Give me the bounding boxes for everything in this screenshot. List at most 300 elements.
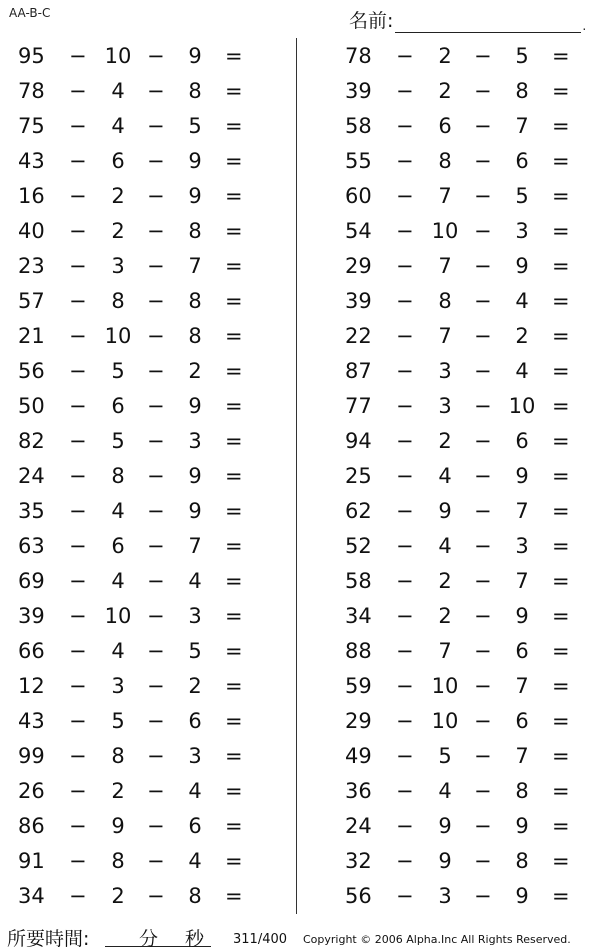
minus-sign: −	[474, 464, 492, 488]
equals-sign: =	[552, 44, 570, 68]
equals-sign: =	[552, 884, 570, 908]
problem-row	[0, 389, 270, 424]
subtrahend-1: 7	[438, 254, 452, 278]
problem-row	[327, 599, 597, 634]
minus-sign: −	[474, 44, 492, 68]
subtrahend-1: 4	[111, 639, 125, 663]
subtrahend-2: 5	[188, 639, 202, 663]
minuend: 23	[18, 254, 45, 278]
minus-sign: −	[474, 674, 492, 698]
problem-row	[0, 669, 270, 704]
minuend: 77	[345, 394, 372, 418]
equals-sign: =	[552, 324, 570, 348]
subtrahend-1: 4	[438, 534, 452, 558]
worksheet-code: AA-B-C	[9, 6, 51, 20]
equals-sign: =	[225, 464, 243, 488]
minus-sign: −	[69, 884, 87, 908]
subtrahend-2: 7	[515, 744, 529, 768]
equals-sign: =	[225, 884, 243, 908]
equals-sign: =	[552, 569, 570, 593]
minuend: 86	[18, 814, 45, 838]
minus-sign: −	[396, 219, 414, 243]
subtrahend-2: 9	[515, 814, 529, 838]
minus-sign: −	[396, 149, 414, 173]
minuend: 82	[18, 429, 45, 453]
minus-sign: −	[69, 534, 87, 558]
subtrahend-1: 3	[438, 359, 452, 383]
minus-sign: −	[147, 464, 165, 488]
minus-sign: −	[147, 569, 165, 593]
minus-sign: −	[147, 429, 165, 453]
subtrahend-2: 7	[515, 114, 529, 138]
subtrahend-1: 6	[111, 534, 125, 558]
minus-sign: −	[474, 394, 492, 418]
minus-sign: −	[474, 709, 492, 733]
minus-sign: −	[147, 639, 165, 663]
minus-sign: −	[147, 219, 165, 243]
minus-sign: −	[474, 429, 492, 453]
equals-sign: =	[552, 464, 570, 488]
name-label: 名前:	[349, 10, 394, 32]
subtrahend-2: 9	[188, 464, 202, 488]
minus-sign: −	[69, 569, 87, 593]
equals-sign: =	[552, 429, 570, 453]
equals-sign: =	[225, 114, 243, 138]
minus-sign: −	[474, 289, 492, 313]
equals-sign: =	[552, 114, 570, 138]
minus-sign: −	[69, 814, 87, 838]
equals-sign: =	[552, 499, 570, 523]
minus-sign: −	[147, 849, 165, 873]
minuend: 34	[18, 884, 45, 908]
minus-sign: −	[396, 464, 414, 488]
subtrahend-1: 9	[111, 814, 125, 838]
minuend: 88	[345, 639, 372, 663]
minus-sign: −	[474, 569, 492, 593]
minus-sign: −	[147, 884, 165, 908]
minus-sign: −	[396, 569, 414, 593]
minuend: 58	[345, 114, 372, 138]
equals-sign: =	[552, 674, 570, 698]
equals-sign: =	[225, 499, 243, 523]
problem-row	[0, 214, 270, 249]
minus-sign: −	[69, 79, 87, 103]
minus-sign: −	[474, 884, 492, 908]
problem-row	[327, 634, 597, 669]
problem-row	[327, 74, 597, 109]
problem-row	[327, 739, 597, 774]
subtrahend-1: 8	[111, 744, 125, 768]
name-blank[interactable]	[395, 12, 581, 33]
minuend: 43	[18, 149, 45, 173]
problem-row	[0, 39, 270, 74]
minuend: 50	[18, 394, 45, 418]
minus-sign: −	[69, 499, 87, 523]
subtrahend-2: 6	[515, 639, 529, 663]
subtrahend-1: 2	[111, 779, 125, 803]
subtrahend-1: 3	[111, 254, 125, 278]
minuend: 56	[345, 884, 372, 908]
subtrahend-2: 8	[515, 79, 529, 103]
minuend: 58	[345, 569, 372, 593]
equals-sign: =	[552, 709, 570, 733]
minuend: 99	[18, 744, 45, 768]
minuend: 25	[345, 464, 372, 488]
minus-sign: −	[147, 79, 165, 103]
equals-sign: =	[225, 814, 243, 838]
subtrahend-2: 8	[188, 79, 202, 103]
minus-sign: −	[147, 534, 165, 558]
subtrahend-1: 10	[431, 219, 459, 243]
subtrahend-2: 4	[188, 779, 202, 803]
equals-sign: =	[225, 744, 243, 768]
problem-row	[327, 319, 597, 354]
subtrahend-2: 8	[188, 324, 202, 348]
minuend: 35	[18, 499, 45, 523]
subtrahend-1: 2	[111, 184, 125, 208]
equals-sign: =	[225, 184, 243, 208]
subtrahend-1: 2	[438, 44, 452, 68]
subtrahend-2: 3	[188, 429, 202, 453]
equals-sign: =	[552, 604, 570, 628]
equals-sign: =	[225, 44, 243, 68]
problem-row	[327, 389, 597, 424]
subtrahend-2: 7	[515, 674, 529, 698]
subtrahend-2: 9	[515, 884, 529, 908]
problem-row	[0, 529, 270, 564]
subtrahend-1: 10	[431, 674, 459, 698]
minus-sign: −	[474, 359, 492, 383]
subtrahend-1: 5	[438, 744, 452, 768]
minus-sign: −	[474, 499, 492, 523]
subtrahend-2: 8	[188, 289, 202, 313]
subtrahend-1: 10	[104, 44, 132, 68]
problem-row	[327, 249, 597, 284]
problem-row	[327, 529, 597, 564]
minuend: 57	[18, 289, 45, 313]
minus-sign: −	[69, 674, 87, 698]
minus-sign: −	[396, 114, 414, 138]
minus-sign: −	[69, 359, 87, 383]
minus-sign: −	[396, 499, 414, 523]
equals-sign: =	[552, 814, 570, 838]
subtrahend-2: 4	[515, 359, 529, 383]
minus-sign: −	[474, 814, 492, 838]
equals-sign: =	[225, 534, 243, 558]
problem-row	[0, 809, 270, 844]
subtrahend-2: 9	[188, 149, 202, 173]
equals-sign: =	[225, 79, 243, 103]
minus-sign: −	[474, 324, 492, 348]
equals-sign: =	[552, 534, 570, 558]
problem-row	[327, 144, 597, 179]
equals-sign: =	[552, 359, 570, 383]
equals-sign: =	[552, 254, 570, 278]
subtrahend-1: 10	[431, 709, 459, 733]
minus-sign: −	[396, 184, 414, 208]
minus-sign: −	[396, 674, 414, 698]
problem-row	[0, 564, 270, 599]
name-field	[349, 6, 586, 33]
problem-row	[327, 109, 597, 144]
minuend: 94	[345, 429, 372, 453]
minus-sign: −	[396, 849, 414, 873]
minuend: 39	[18, 604, 45, 628]
problem-row	[0, 704, 270, 739]
subtrahend-1: 10	[104, 604, 132, 628]
minus-sign: −	[69, 429, 87, 453]
minus-sign: −	[396, 884, 414, 908]
subtrahend-2: 2	[188, 674, 202, 698]
equals-sign: =	[225, 779, 243, 803]
minus-sign: −	[147, 114, 165, 138]
subtrahend-2: 8	[515, 779, 529, 803]
subtrahend-1: 10	[104, 324, 132, 348]
minus-sign: −	[474, 184, 492, 208]
equals-sign: =	[552, 289, 570, 313]
subtrahend-1: 2	[438, 569, 452, 593]
subtrahend-1: 8	[111, 464, 125, 488]
problem-row	[0, 179, 270, 214]
subtrahend-2: 6	[515, 149, 529, 173]
equals-sign: =	[225, 709, 243, 733]
equals-sign: =	[225, 394, 243, 418]
minuend: 78	[345, 44, 372, 68]
minus-sign: −	[396, 604, 414, 628]
problem-row	[327, 354, 597, 389]
subtrahend-1: 2	[438, 429, 452, 453]
subtrahend-2: 5	[515, 44, 529, 68]
equals-sign: =	[225, 324, 243, 348]
problem-row	[0, 844, 270, 879]
footer	[7, 922, 597, 950]
subtrahend-2: 6	[515, 429, 529, 453]
subtrahend-2: 6	[515, 709, 529, 733]
minus-sign: −	[396, 429, 414, 453]
subtrahend-2: 8	[188, 219, 202, 243]
subtrahend-1: 4	[111, 79, 125, 103]
problem-row	[327, 459, 597, 494]
minus-sign: −	[147, 744, 165, 768]
minuend: 21	[18, 324, 45, 348]
problem-row	[327, 284, 597, 319]
time-label: 所要時間:	[7, 928, 90, 950]
minus-sign: −	[147, 814, 165, 838]
minuend: 91	[18, 849, 45, 873]
minus-sign: −	[69, 324, 87, 348]
subtrahend-1: 2	[438, 79, 452, 103]
equals-sign: =	[552, 744, 570, 768]
equals-sign: =	[552, 149, 570, 173]
subtrahend-1: 7	[438, 639, 452, 663]
minus-sign: −	[69, 779, 87, 803]
subtrahend-1: 4	[438, 779, 452, 803]
equals-sign: =	[552, 779, 570, 803]
minus-sign: −	[147, 674, 165, 698]
minus-sign: −	[147, 604, 165, 628]
subtrahend-1: 4	[111, 499, 125, 523]
minus-sign: −	[474, 149, 492, 173]
equals-sign: =	[552, 849, 570, 873]
subtrahend-1: 4	[111, 569, 125, 593]
subtrahend-2: 8	[515, 849, 529, 873]
minuend: 54	[345, 219, 372, 243]
minuend: 56	[18, 359, 45, 383]
equals-sign: =	[225, 849, 243, 873]
subtrahend-1: 8	[438, 149, 452, 173]
minuend: 43	[18, 709, 45, 733]
subtrahend-1: 7	[438, 324, 452, 348]
minuend: 87	[345, 359, 372, 383]
subtrahend-2: 9	[188, 184, 202, 208]
equals-sign: =	[225, 674, 243, 698]
minuend: 49	[345, 744, 372, 768]
problem-row	[327, 39, 597, 74]
equals-sign: =	[225, 604, 243, 628]
minuend: 52	[345, 534, 372, 558]
minus-sign: −	[396, 359, 414, 383]
subtrahend-1: 5	[111, 709, 125, 733]
equals-sign: =	[225, 219, 243, 243]
subtrahend-2: 6	[188, 814, 202, 838]
minuend: 59	[345, 674, 372, 698]
minuend: 32	[345, 849, 372, 873]
minus-sign: −	[147, 289, 165, 313]
subtrahend-2: 4	[188, 849, 202, 873]
column-divider	[296, 38, 297, 914]
minuend: 66	[18, 639, 45, 663]
subtrahend-1: 2	[438, 604, 452, 628]
subtrahend-1: 4	[438, 464, 452, 488]
minus-sign: −	[147, 499, 165, 523]
minus-sign: −	[396, 289, 414, 313]
subtrahend-1: 9	[438, 499, 452, 523]
subtrahend-1: 6	[438, 114, 452, 138]
subtrahend-2: 7	[515, 569, 529, 593]
page-number: 311/400	[233, 932, 288, 947]
minus-sign: −	[147, 709, 165, 733]
minuend: 36	[345, 779, 372, 803]
minus-sign: −	[69, 744, 87, 768]
minus-sign: −	[396, 79, 414, 103]
subtrahend-2: 5	[515, 184, 529, 208]
problem-row	[0, 109, 270, 144]
minus-sign: −	[147, 44, 165, 68]
subtrahend-1: 5	[111, 359, 125, 383]
problem-row	[327, 879, 597, 914]
equals-sign: =	[552, 219, 570, 243]
copyright: Copyright © 2006 Alpha.Inc All Rights Reserved.	[303, 933, 571, 946]
subtrahend-2: 7	[188, 254, 202, 278]
minus-sign: −	[396, 744, 414, 768]
minus-sign: −	[474, 849, 492, 873]
subtrahend-2: 4	[515, 289, 529, 313]
subtrahend-2: 7	[515, 499, 529, 523]
minus-sign: −	[474, 744, 492, 768]
problem-row	[0, 599, 270, 634]
subtrahend-1: 5	[111, 429, 125, 453]
problem-row	[0, 739, 270, 774]
minus-sign: −	[147, 184, 165, 208]
minus-sign: −	[69, 639, 87, 663]
subtrahend-1: 4	[111, 114, 125, 138]
subtrahend-2: 8	[188, 884, 202, 908]
minuend: 39	[345, 289, 372, 313]
minus-sign: −	[474, 219, 492, 243]
equals-sign: =	[225, 429, 243, 453]
minus-sign: −	[474, 604, 492, 628]
subtrahend-1: 3	[111, 674, 125, 698]
minuend: 29	[345, 709, 372, 733]
minuend: 95	[18, 44, 45, 68]
subtrahend-2: 2	[515, 324, 529, 348]
minus-sign: −	[396, 814, 414, 838]
minuend: 34	[345, 604, 372, 628]
minuend: 75	[18, 114, 45, 138]
subtrahend-2: 3	[188, 604, 202, 628]
problem-row	[0, 144, 270, 179]
problem-row	[327, 564, 597, 599]
problem-row	[327, 214, 597, 249]
problem-row	[0, 319, 270, 354]
minuend: 40	[18, 219, 45, 243]
equals-sign: =	[225, 359, 243, 383]
subtrahend-1: 8	[111, 849, 125, 873]
minus-sign: −	[69, 394, 87, 418]
subtrahend-1: 8	[111, 289, 125, 313]
subtrahend-1: 2	[111, 219, 125, 243]
minus-sign: −	[69, 149, 87, 173]
subtrahend-2: 5	[188, 114, 202, 138]
subtrahend-1: 9	[438, 849, 452, 873]
problem-row	[0, 879, 270, 914]
minuend: 69	[18, 569, 45, 593]
equals-sign: =	[225, 254, 243, 278]
problem-row	[327, 494, 597, 529]
minuend: 24	[18, 464, 45, 488]
minus-sign: −	[69, 219, 87, 243]
minus-sign: −	[147, 394, 165, 418]
seconds-label: 秒	[185, 928, 205, 950]
subtrahend-1: 3	[438, 394, 452, 418]
subtrahend-1: 3	[438, 884, 452, 908]
problem-row	[327, 424, 597, 459]
problem-row	[0, 354, 270, 389]
minuend: 63	[18, 534, 45, 558]
problem-row	[0, 634, 270, 669]
subtrahend-2: 3	[188, 744, 202, 768]
minuend: 55	[345, 149, 372, 173]
subtrahend-1: 6	[111, 149, 125, 173]
name-dot: .	[582, 19, 587, 33]
subtrahend-1: 7	[438, 184, 452, 208]
minus-sign: −	[147, 149, 165, 173]
minus-sign: −	[69, 709, 87, 733]
subtrahend-2: 9	[188, 44, 202, 68]
subtrahend-2: 3	[515, 219, 529, 243]
problem-row	[327, 844, 597, 879]
minus-sign: −	[147, 779, 165, 803]
subtrahend-2: 9	[515, 604, 529, 628]
problem-row	[0, 249, 270, 284]
subtrahend-2: 9	[188, 499, 202, 523]
problem-row	[327, 669, 597, 704]
minuend: 39	[345, 79, 372, 103]
minus-sign: −	[147, 359, 165, 383]
subtrahend-1: 9	[438, 814, 452, 838]
equals-sign: =	[225, 289, 243, 313]
minus-sign: −	[474, 79, 492, 103]
